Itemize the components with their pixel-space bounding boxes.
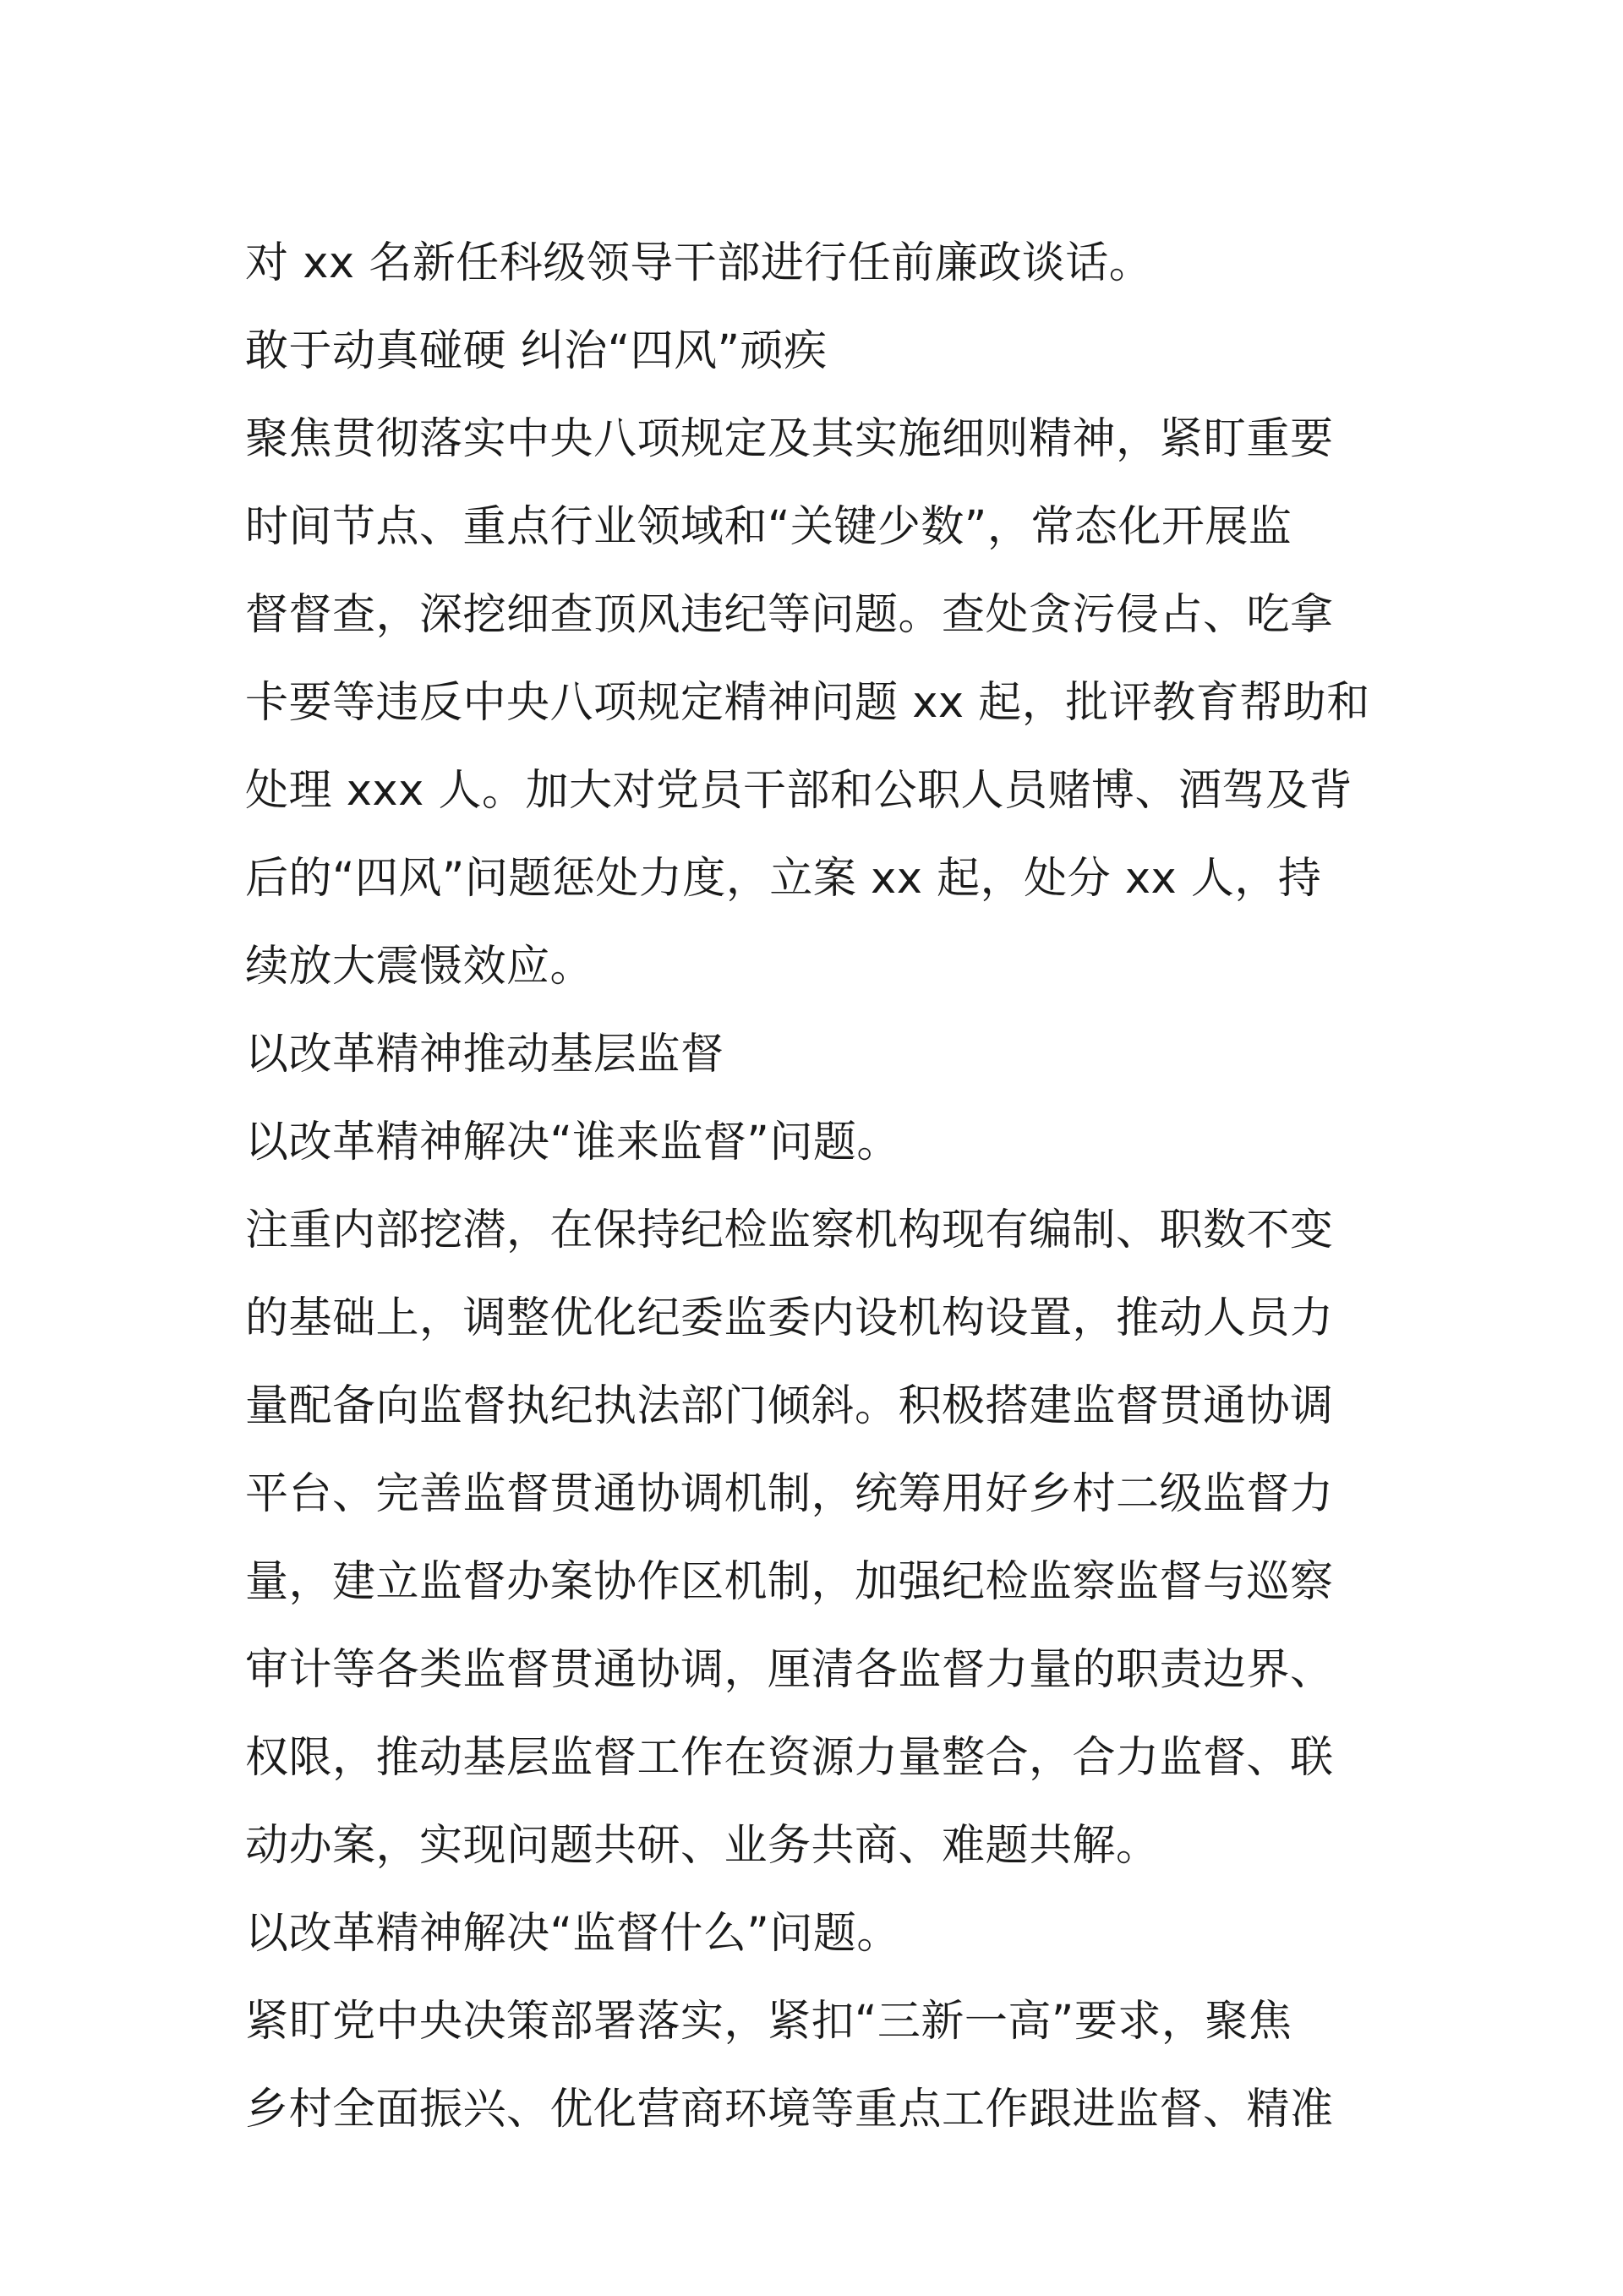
text-line-7: 处理 xxx 人。加大对党员干部和公职人员赌博、酒驾及背 (245, 766, 1352, 816)
text-line-17: 审计等各类监督贯通协调，厘清各监督力量的职责边界、 (245, 1645, 1334, 1695)
text-line-1: 对 xx 名新任科级领导干部进行任前廉政谈话。 (245, 238, 1153, 288)
text-line-21: 紧盯党中央决策部署落实，紧扣“三新一高”要求，聚焦 (245, 1997, 1292, 2047)
section-heading-reform: 以改革精神推动基层监督 (245, 1030, 724, 1080)
text-line-15: 平台、完善监督贯通协调机制，统筹用好乡村二级监督力 (245, 1469, 1334, 1519)
text-line-13: 的基础上，调整优化纪委监委内设机构设置，推动人员力 (245, 1293, 1334, 1343)
text-line-22: 乡村全面振兴、优化营商环境等重点工作跟进监督、精准 (245, 2085, 1334, 2135)
text-line-19: 动办案，实现问题共研、业务共商、难题共解。 (245, 1821, 1160, 1871)
text-line-4: 时间节点、重点行业领域和“关键少数”，常态化开展监 (245, 502, 1292, 552)
text-line-16: 量，建立监督办案协作区机制，加强纪检监察监督与巡察 (245, 1557, 1334, 1607)
text-line-5: 督督查，深挖细查顶风违纪等问题。查处贪污侵占、吃拿 (245, 590, 1334, 640)
text-line-9: 续放大震慑效应。 (245, 942, 594, 992)
text-line-8: 后的“四风”问题惩处力度，立案 xx 起，处分 xx 人，持 (245, 854, 1322, 904)
text-line-14: 量配备向监督执纪执法部门倾斜。积极搭建监督贯通协调 (245, 1381, 1334, 1431)
subheading-what-to-supervise: 以改革精神解决“监督什么”问题。 (245, 1909, 900, 1959)
document-body (245, 220, 1407, 2154)
text-line-12: 注重内部挖潜，在保持纪检监察机构现有编制、职数不变 (245, 1205, 1334, 1255)
text-line-3: 聚焦贯彻落实中央八项规定及其实施细则精神，紧盯重要 (245, 414, 1334, 464)
text-line-6: 卡要等违反中央八项规定精神问题 xx 起，批评教育帮助和 (245, 678, 1370, 728)
section-heading-four-winds: 敢于动真碰硬 纠治“四风”顽疾 (245, 326, 828, 376)
subheading-who-supervises: 以改革精神解决“谁来监督”问题。 (245, 1118, 900, 1167)
text-line-18: 权限，推动基层监督工作在资源力量整合，合力监督、联 (245, 1733, 1334, 1783)
